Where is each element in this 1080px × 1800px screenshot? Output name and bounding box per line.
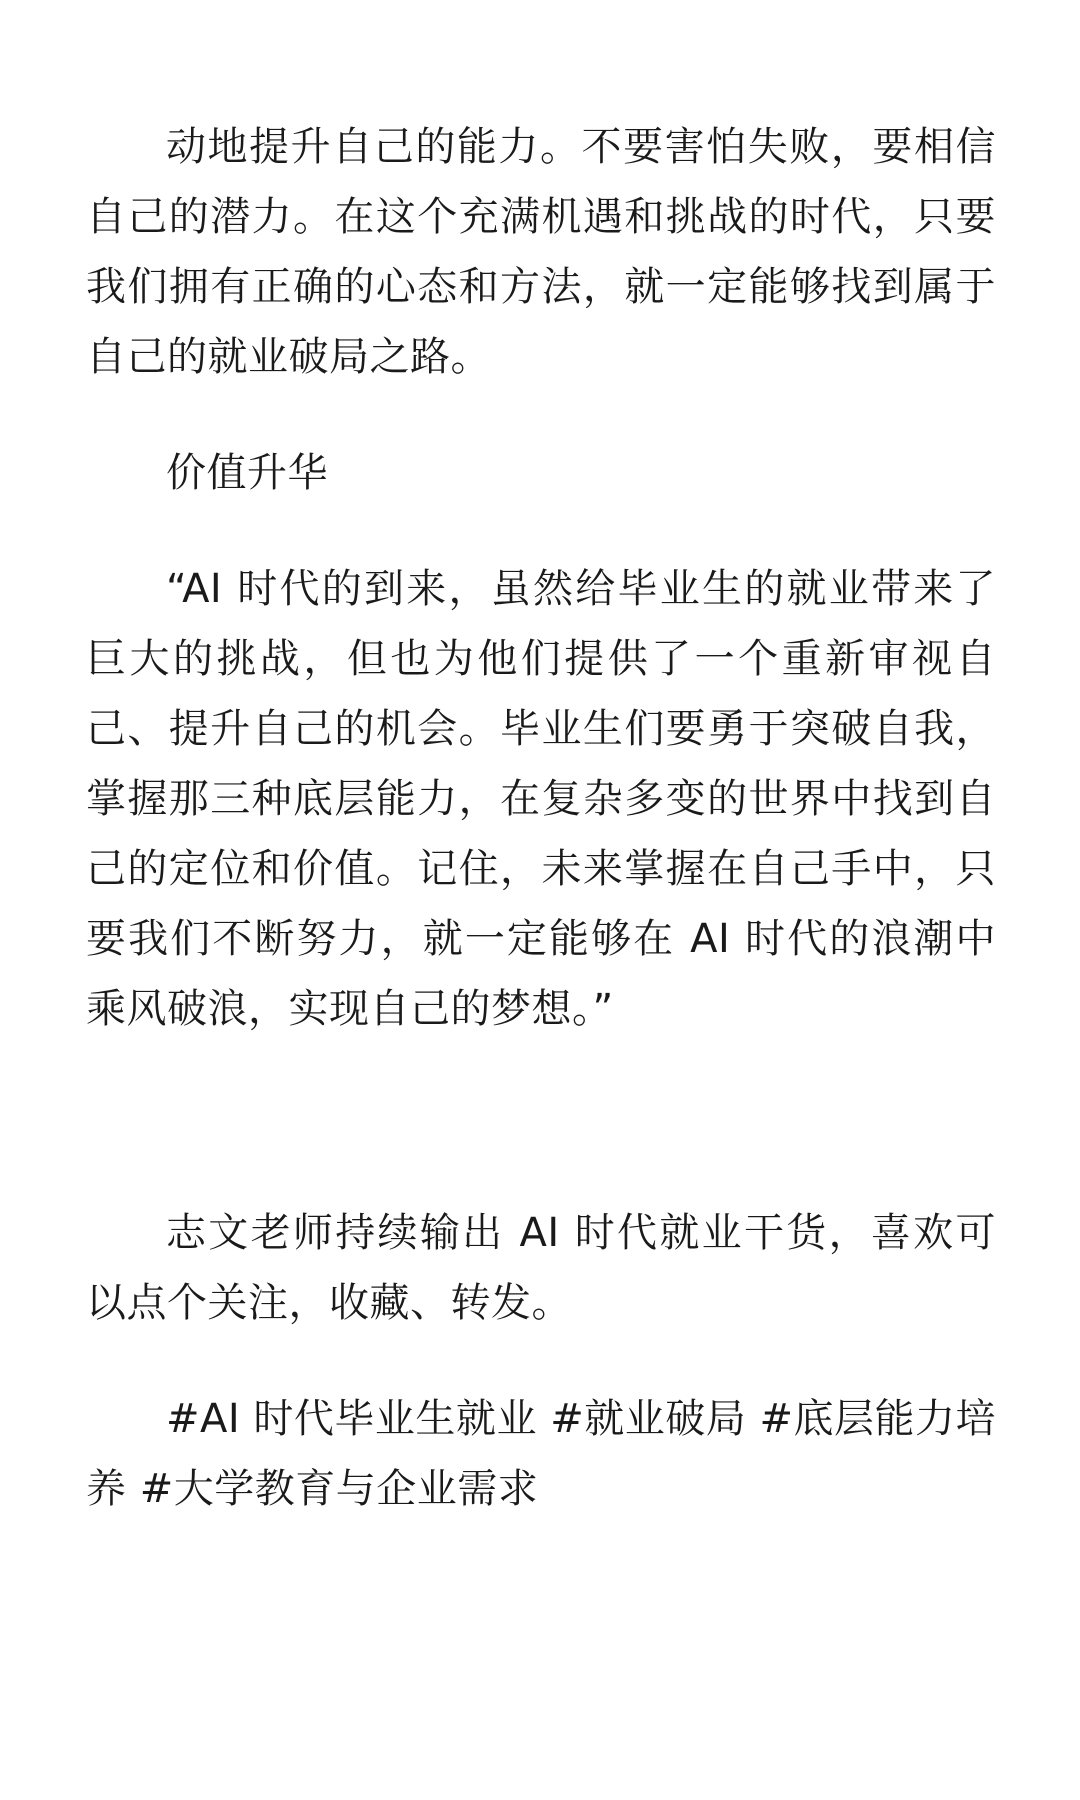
section-heading: 价值升华 <box>166 450 328 496</box>
paragraph-quote: “AI 时代的到来，虽然给毕业生的就业带来了巨大的挑战，但也为他们提供了一个重新审视自己、提升自己的机会。毕业生们要勇于突破自我，掌握那三种底层能力，在复杂多变的世界中找到自己的定位和价值。记住，未来掌握在自己手中，只要我们不断努力，就一定能够在 AI 时代的浪潮中乘风破浪，实现自己的梦想。” <box>86 566 996 1032</box>
paragraph-closing-advice: 动地提升自己的能力。不要害怕失败，要相信自己的潜力。在这个充满机遇和挑战的时代，只要我们拥有正确的心态和方法，就一定能够找到属于自己的就业破局之路。 <box>86 124 996 380</box>
hashtag-list <box>86 1384 996 1524</box>
hashtag-link[interactable]: #大学教育与企业需求 <box>139 1466 539 1512</box>
article-body <box>86 112 996 1524</box>
hashtag-link[interactable]: #就业破局 <box>550 1396 747 1442</box>
paragraph-author-note: 志文老师持续输出 AI 时代就业干货，喜欢可以点个关注，收藏、转发。 <box>86 1210 996 1326</box>
hashtag-link[interactable]: #AI 时代毕业生就业 <box>166 1396 537 1442</box>
hashtag-link[interactable]: #底层能力培养 <box>86 1396 997 1512</box>
